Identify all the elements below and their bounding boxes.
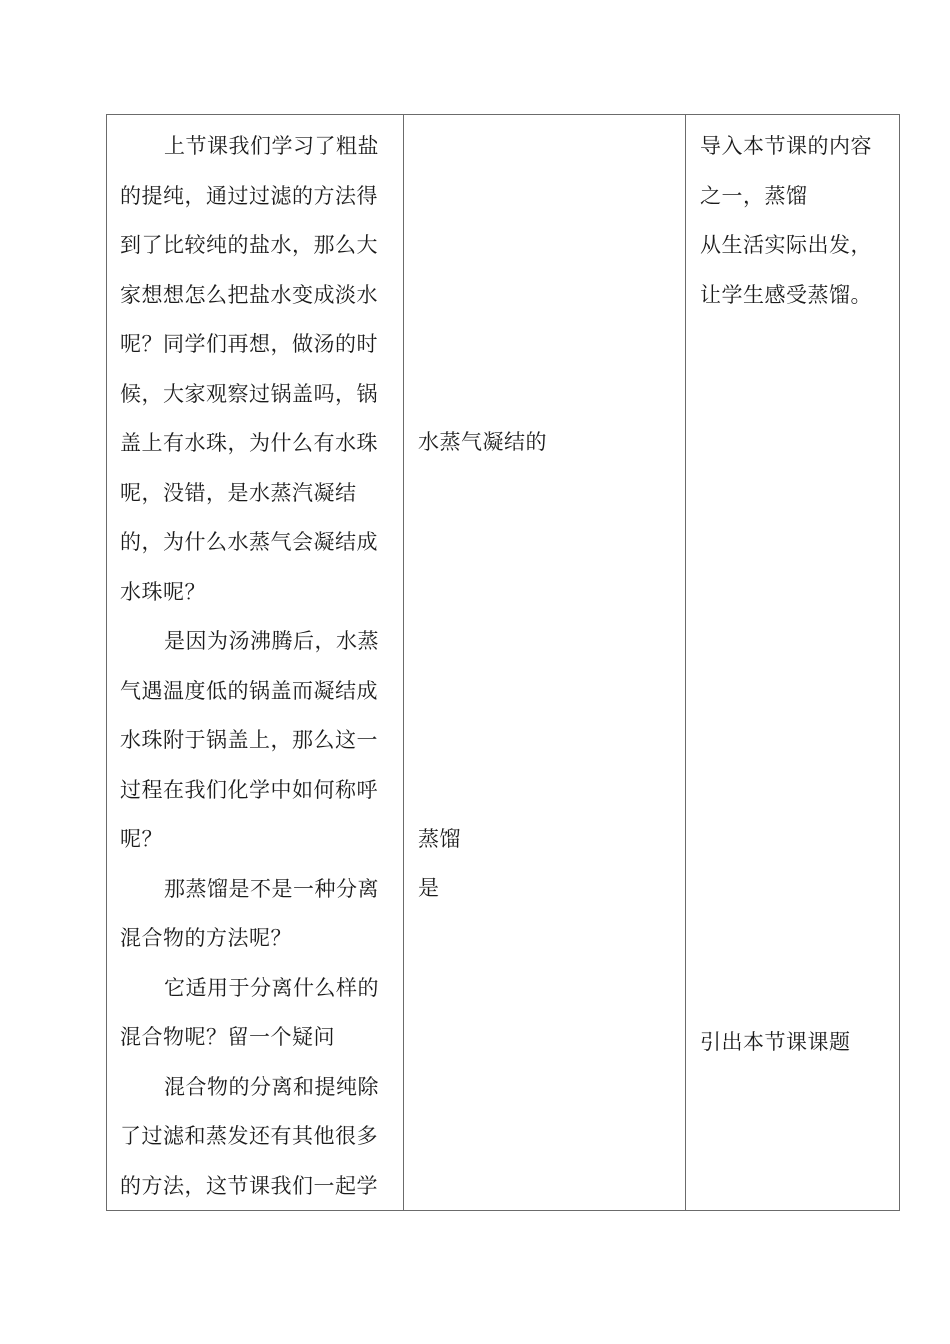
teacher-paragraph-cont: [120, 914, 392, 964]
column-divider: [403, 114, 404, 1211]
text-line: 混合物的分离和提纯除: [164, 1074, 379, 1099]
text-line: 家想想怎么把盐水变成淡水: [120, 282, 378, 307]
text-line: 过程在我们化学中如何称呼: [120, 777, 378, 802]
text-line: 的提纯，通过过滤的方法得: [120, 183, 378, 208]
text-line: 了过滤和蒸发还有其他很多: [120, 1124, 378, 1148]
teacher-paragraph: [120, 865, 392, 915]
intent-line: 从生活实际出发，: [700, 233, 872, 257]
teacher-paragraph-cont: [120, 1112, 392, 1211]
text-line: 水珠附于锅盖上，那么这一: [120, 728, 378, 752]
teacher-paragraph-cont: [120, 1013, 392, 1063]
intent-line: 让学生感受蒸馏。: [700, 283, 872, 307]
text-line: 混合物的方法呢？: [120, 926, 292, 950]
intent-line: 之一，蒸馏: [700, 184, 808, 208]
text-line: 气遇温度低的锅盖而凝结成: [120, 678, 378, 703]
text-line: 水珠呢？: [120, 579, 206, 604]
text-line: 那蒸馏是不是一种分离: [164, 876, 379, 901]
text-line: 呢？同学们再想，做汤的时: [120, 332, 378, 356]
text-line: 候，大家观察过锅盖吗，锅: [120, 381, 378, 406]
student-answer-condensation: 水蒸气凝结的: [418, 430, 547, 454]
student-answer-distillation: 蒸馏: [418, 827, 461, 851]
text-line: 呢，没错，是水蒸汽凝结: [120, 480, 357, 505]
teacher-paragraph: [120, 122, 392, 172]
text-line: 它适用于分离什么样的: [164, 975, 379, 1000]
teacher-paragraph: [120, 964, 392, 1014]
teacher-paragraph-cont: [120, 172, 392, 618]
teacher-paragraph-cont: [120, 667, 392, 865]
text-line: 盖上有水珠，为什么有水珠: [120, 431, 378, 455]
text-line: 是因为汤沸腾后，水蒸: [164, 629, 379, 653]
teacher-paragraph: [120, 617, 392, 667]
text-line: 呢？: [120, 827, 163, 851]
student-answer-yes: 是: [418, 876, 440, 900]
text-line: 上节课我们学习了粗盐: [164, 134, 379, 158]
text-line: 的，为什么水蒸气会凝结成: [120, 530, 378, 554]
intent-topic: 引出本节课课题: [700, 1030, 851, 1054]
text-line: 混合物呢？留一个疑问: [120, 1025, 335, 1049]
teacher-activity-cell: [120, 122, 392, 1211]
intent-line: 导入本节课的内容: [700, 134, 872, 158]
column-divider: [685, 114, 686, 1211]
teacher-paragraph: [120, 1063, 392, 1113]
text-line: 到了比较纯的盐水，那么大: [120, 233, 378, 257]
text-line: 的方法，这节课我们一起学: [120, 1173, 378, 1198]
